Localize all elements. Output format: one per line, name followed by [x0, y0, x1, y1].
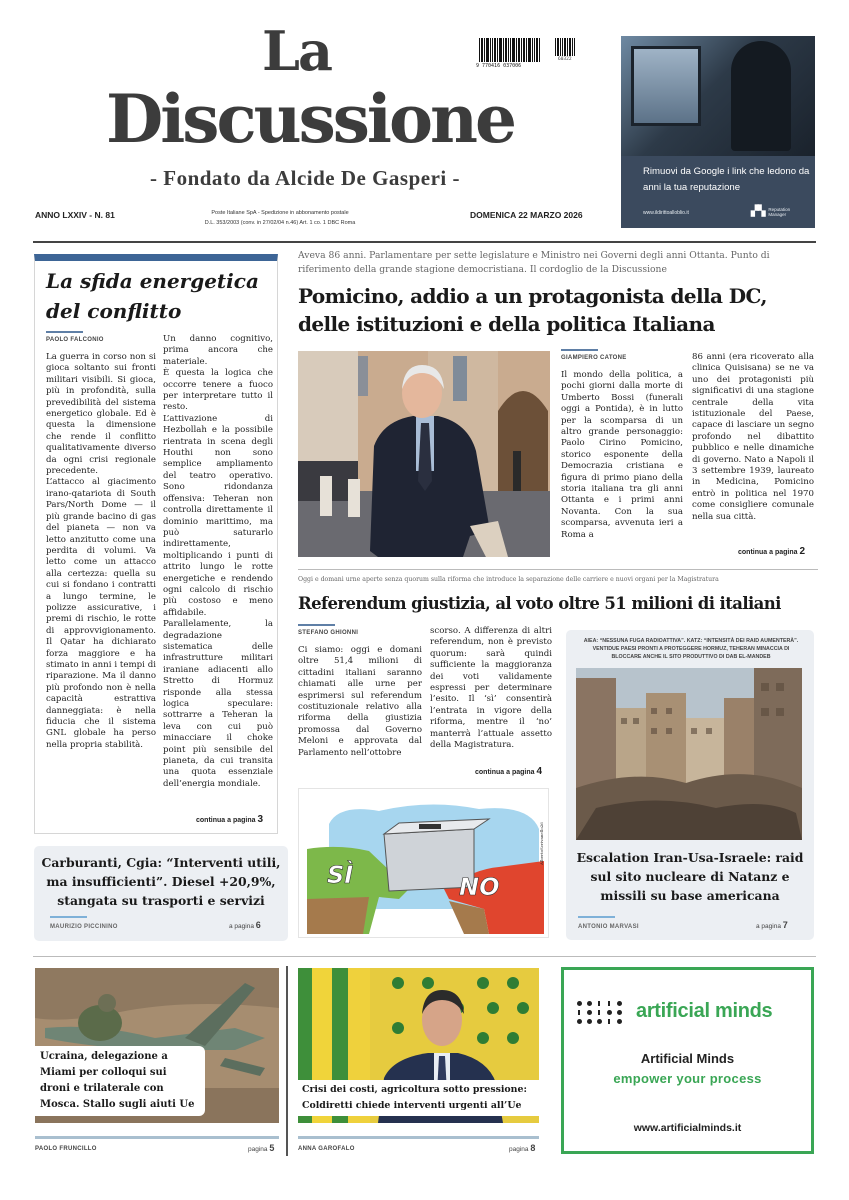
footer-accent: [35, 1136, 279, 1139]
issue-number: ANNO LXXIV - N. 81: [35, 210, 115, 220]
masthead-title: Discussione: [105, 80, 515, 158]
byline-accent: [46, 331, 83, 333]
iran-article-title[interactable]: Escalation Iran-Usa-Israele: raid sul sito nucleare di Natanz e missili su base americana: [576, 850, 804, 903]
carburanti-page-ref[interactable]: [229, 920, 261, 932]
artificial-minds-logo-icon: [574, 999, 626, 1026]
barcode-addon-number: 60322: [558, 57, 572, 62]
continue-label: continua a pagina: [196, 817, 256, 824]
rm-brand-line2: Manager: [768, 212, 787, 217]
person-silhouette: [731, 41, 791, 151]
byline-accent: [298, 624, 335, 626]
byline-accent: [561, 349, 598, 351]
referendum-kicker: Oggi e domani urne aperte senza quorum sulla riforma che introduce la separazione delle carriere e nuovi organi per la Magistratura: [298, 576, 719, 583]
page-label: a pagina: [229, 923, 254, 930]
lead-article-col2: 86 anni (era ricoverato alla clinica Quisisana) se ne va uno dei protagonisti più significativi di una stagione centrale della vita istituzionale del Paese, capace di lasciare un segno profondo nel dibattito pubblico e nelle dinamiche di governo. Nato a Napoli il 3 settembre 1939, laureato in Medicina, Pomicino entrò in politica nel 1970 come consigliere comunale nella sua città.: [692, 352, 814, 522]
pomicino-photo-illustration: [298, 351, 550, 557]
lead-article-title[interactable]: Pomicino, addio a un protagonista della DC, delle istituzioni e della politica Italiana: [298, 284, 767, 336]
page-number: 5: [269, 1143, 275, 1153]
referendum-col1: Ci siamo: oggi e domani oltre 51,4 milioni di cittadini italiani saranno chiamati alle urne per esprimersi sul referendum costituzionale relativo alla riforma della giustizia promossa dal Governo Meloni e approvata dal Parlamento nell’ottobre: [298, 645, 422, 758]
issue-date: DOMENICA 22 MARZO 2026: [470, 210, 583, 220]
iran-kicker: AIEA: “NESSUNA FUGA RADIOATTIVA”. KATZ: “INTENSITÀ DEI RAID AUMENTERÀ”. VENTIDUE PAESI PRONTI A PROTEGGERE HORMUZ, TEHERAN MINACCIA DI BLOCCARE ANCHE IL SITO PRODUTTIVO DI DAB EL-MANDEB: [583, 638, 799, 660]
coldiretti-title-text: Crisi dei costi, agricoltura sotto pressione: Coldiretti chiede interventi urgenti all’Ue: [302, 1084, 527, 1111]
referendum-cartoon: [298, 788, 549, 938]
postal-info: [170, 208, 390, 228]
continue-page: 2: [799, 546, 806, 557]
lead-article-col1: Il mondo della politica, a pochi giorni dalla morte di Umberto Bossi (funerali oggi a Pontida), è in lutto per la scomparsa di un altro grande personaggio: Paolo Cirino Pomicino, storico esponente della Democrazia cristiana e figura di primo piano della storia italiana tra gli anni Ottanta e i primi anni Novanta. Con la sua scomparsa, avvenuta ieri a Roma a: [561, 370, 683, 540]
iran-photo-illustration: [576, 668, 802, 840]
ad-url[interactable]: www.ildirittoalloblio.it: [643, 210, 689, 216]
postal-line-1: Poste Italiane SpA - Spedizione in abbonamento postale: [211, 210, 349, 216]
referendum-col2: scorso. A differenza di altri referendum, non è previsto quorum: sarà quindi sufficiente la maggioranza dei voti validamente espressi per determinare l’esito. Il ‘sì’ consentirà l’entrata in vigore della riforma, mentre il ‘no’ manterrà l’attuale assetto della Magistratura.: [430, 626, 552, 751]
postal-line-2: D.L. 353/2003 (conv. in 27/02/04 n.46) Art. 1 co. 1 DBC Roma: [204, 220, 356, 226]
referendum-author: STEFANO GHIONNI: [298, 630, 359, 636]
artificial-minds-tagline: empower your process: [613, 1071, 762, 1086]
coldiretti-page-ref[interactable]: [509, 1143, 535, 1155]
vertical-divider: [286, 966, 288, 1156]
cartoon-signature: AlbertoScrivanello26: [539, 822, 544, 865]
referendum-continue[interactable]: [475, 766, 542, 778]
bottom-divider: [33, 956, 816, 957]
left-article-author: PAOLO FALCONIO: [46, 337, 104, 343]
cartoon-no-label: NO: [459, 873, 500, 901]
paragraph: Un danno cognitivo, prima ancora che materiale.: [163, 334, 273, 367]
artificial-minds-brand: artificial minds: [636, 1000, 773, 1022]
barcode-number: 9 770416 037006: [476, 63, 522, 69]
left-article-continue[interactable]: [196, 814, 263, 826]
carburanti-author: MAURIZIO PICCININO: [50, 924, 118, 930]
left-article-title[interactable]: La sfida energetica del conflitto: [46, 269, 259, 323]
cartoon-yes-label: SÌ: [327, 861, 354, 889]
ad-photo: [621, 36, 815, 156]
ad-text: Rimuovi da Google i link che ledono da anni la tua reputazione: [643, 166, 810, 193]
page-label: pagina: [509, 1146, 529, 1153]
page-label: a pagina: [756, 923, 781, 930]
paragraph: L’attacco al giacimento irano-qatariota di South Pars/North Dome — il più grande bacino di gas del pianeta — non va letto anzitutto come una perdita di volumi. Va letto come un attacco alla certezza: quella su cui si fondano i contratti a lungo termine, le polizze assicurative, i premi di rischio, le rotte di approvvigionamento. Il Qatar ha dichiarato forza maggiore e ha stimato in anni i tempi di riparazione. Ma il danno più profondo non è nella capacità estrattiva danneggiata: è nella fiducia che il sistema GNL globale ha perso nella propria stabilità.: [46, 477, 156, 750]
footer-accent: [298, 1136, 539, 1139]
page-number: 8: [530, 1143, 536, 1153]
masthead-subtitle: - Fondato da Alcide De Gasperi -: [150, 166, 460, 190]
continue-page: 4: [536, 766, 543, 777]
iran-author: ANTONIO MARVASI: [578, 924, 639, 930]
header-divider: [33, 241, 816, 243]
continue-label: continua a pagina: [475, 769, 535, 776]
natanz-photo: [576, 668, 802, 840]
continue-label: continua a pagina: [738, 549, 798, 556]
ukraine-page-ref[interactable]: [248, 1143, 274, 1155]
left-article-col1: [46, 352, 156, 808]
reputation-manager-logo: [751, 206, 790, 218]
barcode-icon: [479, 38, 549, 62]
page-label: pagina: [248, 1146, 268, 1153]
lead-article-continue[interactable]: [738, 546, 805, 558]
section-divider: [298, 569, 818, 570]
byline-accent: [50, 916, 87, 918]
ukraine-author: PAOLO FRUNCILLO: [35, 1146, 97, 1152]
reputation-ad[interactable]: [621, 36, 815, 228]
pomicino-photo: [298, 351, 550, 557]
ukraine-article-title[interactable]: Ucraina, delegazione a Miami per colloqui sui droni e trilaterale con Mosca. Stallo sugli aiuti Ue: [35, 1046, 205, 1116]
paragraph: L’attivazione di Hezbollah e la possibile rientrata in scena degli Houthi non sono semplice ampliamento del teatro operativo. Sono ridondanza offensiva: Teheran non controlla direttamente il dominio marittimo, ma può saturarlo indirettamente, moltiplicando i punti di attrito lungo le rotte energetiche e rendendo ogni calcolo di rischio più costoso e meno affidabile. Parallelamente, la degradazione sistematica delle infrastrutture militari iraniane adiacenti allo Stretto di Hormuz risponde alla stessa logica speculare: sottrarre a Teheran la leva con cui può minacciare il choke point più sensibile del pianeta, da cui transita una quota essenziale dell’energia mondiale.: [163, 413, 273, 789]
masthead-title-la: La: [262, 19, 331, 83]
window-shape: [631, 46, 701, 126]
barcode-addon-icon: [555, 38, 581, 56]
artificial-minds-url[interactable]: www.artificialminds.it: [633, 1122, 742, 1134]
page-number: 6: [255, 920, 261, 930]
left-article-col2: [163, 334, 273, 808]
iran-page-ref[interactable]: [756, 920, 788, 932]
coldiretti-author: ANNA GAROFALO: [298, 1146, 355, 1152]
artificial-minds-name: Artificial Minds: [640, 1051, 735, 1066]
rm-brand-line1: Reputation: [768, 207, 791, 212]
continue-page: 3: [257, 814, 264, 825]
paragraph: È questa la logica che occorre tenere a fuoco per interpretare tutto il resto.: [163, 368, 273, 413]
page-number: 7: [782, 920, 788, 930]
byline-accent: [578, 916, 615, 918]
coldiretti-article-title[interactable]: [298, 1080, 539, 1116]
lead-article-kicker: Aveva 86 anni. Parlamentare per sette legislature e Ministro nei Governi degli anni Ottanta. Punto di riferimento della grande stagione democristiana. Il cordoglio de la Discussione: [298, 250, 770, 275]
referendum-title[interactable]: Referendum giustizia, al voto oltre 51 milioni di italiani: [298, 594, 781, 613]
rm-logo-icon: ▞▚: [751, 206, 765, 217]
carburanti-title[interactable]: Carburanti, Cgia: “Interventi utili, ma insufficienti”. Diesel +20,9%, stangata su trasporti e servizi: [41, 855, 281, 908]
lead-article-author: GIAMPIERO CATONE: [561, 355, 627, 361]
paragraph: La guerra in corso non si gioca soltanto sui fronti militari visibili. Si gioca, più in profondità, sulla prevedibilità del sistema energetico globale. Ed è questa la dimensione che rende il conflitto qualitativamente diverso da ogni crisi regionale precedente.: [46, 352, 156, 477]
